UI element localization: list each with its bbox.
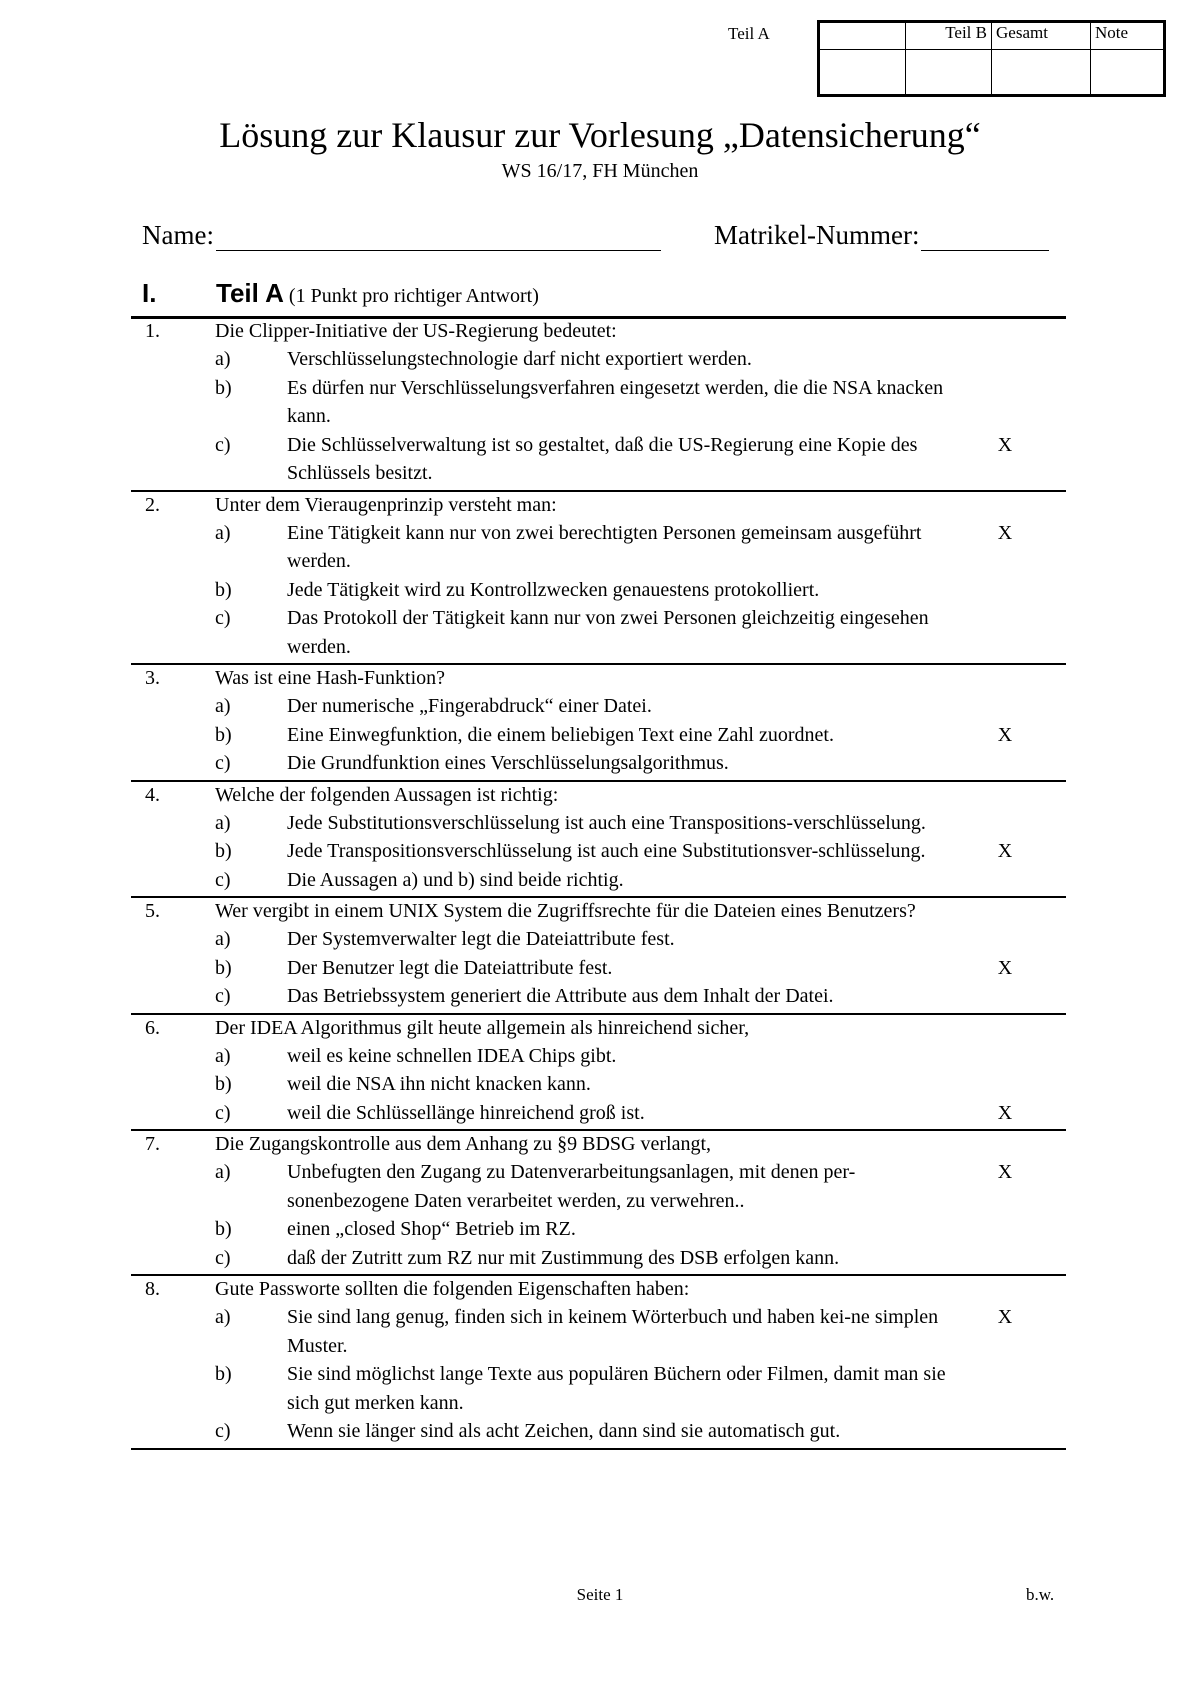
question-header xyxy=(131,1131,1066,1158)
answer-option xyxy=(131,576,1066,605)
option-text: Jede Substitutionsverschlüsselung ist auch eine Transpositions-verschlüsselung. xyxy=(287,811,926,834)
option-label: b) xyxy=(215,956,232,979)
question-header xyxy=(131,665,1066,692)
answer-mark xyxy=(975,866,1035,895)
option-text: daß der Zutritt zum RZ nur mit Zustimmung des DSB erfolgen kann. xyxy=(287,1246,840,1269)
question-7 xyxy=(131,1131,1066,1276)
option-indent xyxy=(131,954,215,983)
option-indent xyxy=(131,1215,215,1244)
option-indent xyxy=(131,374,215,431)
answer-option xyxy=(131,604,1066,661)
question-3 xyxy=(131,665,1066,782)
option-text: Sie sind lang genug, finden sich in keinem Wörterbuch und haben kei-ne simplen Muster. xyxy=(287,1306,939,1357)
score-header-teil-b: Teil B xyxy=(906,22,992,50)
option-indent xyxy=(131,576,215,605)
option-indent xyxy=(131,1244,215,1273)
answer-option xyxy=(131,431,1066,488)
question-number: 3. xyxy=(145,667,160,689)
name-field xyxy=(142,220,661,251)
page-number: Seite 1 xyxy=(576,1585,624,1604)
option-label: b) xyxy=(215,376,232,399)
question-text: Unter dem Vieraugenprinzip versteht man: xyxy=(215,493,557,516)
option-text: einen „closed Shop“ Betrieb im RZ. xyxy=(287,1218,576,1240)
option-text: Es dürfen nur Verschlüsselungsverfahren eingesetzt werden, die die NSA knacken kann. xyxy=(287,376,944,427)
question-4 xyxy=(131,782,1066,899)
option-text: Wenn sie länger sind als acht Zeichen, dann sind sie automatisch gut. xyxy=(287,1420,841,1442)
option-indent xyxy=(131,1303,215,1360)
question-header xyxy=(131,1015,1066,1042)
option-indent xyxy=(131,866,215,895)
answer-option xyxy=(131,866,1066,895)
option-label: a) xyxy=(215,928,231,950)
question-header xyxy=(131,898,1066,925)
answer-mark xyxy=(975,925,1035,954)
answer-mark xyxy=(975,604,1035,661)
option-indent xyxy=(131,345,215,374)
option-label: c) xyxy=(215,752,231,774)
option-label: a) xyxy=(215,1306,231,1328)
answer-option xyxy=(131,1417,1066,1446)
answer-option xyxy=(131,519,1066,576)
answer-option xyxy=(131,721,1066,750)
question-text: Was ist eine Hash-Funktion? xyxy=(215,667,446,689)
question-5 xyxy=(131,898,1066,1015)
answer-mark xyxy=(975,576,1035,605)
option-text: Der Benutzer legt die Dateiattribute fest. xyxy=(287,956,613,979)
question-text: Wer vergibt in einem UNIX System die Zugriffsrechte für die Dateien eines Benutzers? xyxy=(215,900,916,922)
option-text: Die Aussagen a) und b) sind beide richtig. xyxy=(287,868,624,891)
matrikel-line[interactable] xyxy=(921,223,1049,251)
answer-option xyxy=(131,954,1066,983)
option-text: Jede Tätigkeit wird zu Kontrollzwecken genauestens protokolliert. xyxy=(287,578,820,601)
option-label: a) xyxy=(215,695,231,717)
answer-mark: X xyxy=(997,1101,1013,1124)
option-label: a) xyxy=(215,1044,231,1067)
option-indent xyxy=(131,1070,215,1099)
score-header-gesamt: Gesamt xyxy=(992,22,1091,50)
option-label: c) xyxy=(215,433,231,456)
name-label: Name: xyxy=(142,220,214,250)
section-heading xyxy=(142,278,539,309)
option-label: a) xyxy=(215,348,231,370)
question-text: Der IDEA Algorithmus gilt heute allgemein als hinreichend sicher, xyxy=(215,1016,750,1039)
option-indent xyxy=(131,837,215,866)
option-text: Die Grundfunktion eines Verschlüsselungsalgorithmus. xyxy=(287,752,729,774)
option-indent xyxy=(131,431,215,488)
option-label: c) xyxy=(215,1420,231,1442)
answer-mark xyxy=(975,809,1035,838)
option-text: Die Schlüsselverwaltung ist so gestaltet, daß die US-Regierung eine Kopie des Schlüssels besitzt. xyxy=(287,433,918,484)
option-indent xyxy=(131,1099,215,1128)
option-text: weil die Schlüssellänge hinreichend groß ist. xyxy=(287,1101,645,1124)
question-text: Welche der folgenden Aussagen ist richtig: xyxy=(215,783,559,806)
option-text: Jede Transpositionsverschlüsselung ist auch eine Substitutionsver-schlüsselung. xyxy=(287,840,926,862)
score-box-label: Teil A xyxy=(728,24,770,43)
score-header-teil-a xyxy=(819,22,906,50)
option-label: b) xyxy=(215,1363,232,1385)
question-list xyxy=(131,318,1066,1450)
option-text: weil es keine schnellen IDEA Chips gibt. xyxy=(287,1044,617,1067)
score-box xyxy=(817,20,1166,97)
answer-option xyxy=(131,1158,1066,1215)
question-text: Die Zugangskontrolle aus dem Anhang zu §9 BDSG verlangt, xyxy=(215,1133,712,1155)
option-text: Der Systemverwalter legt die Dateiattribute fest. xyxy=(287,928,675,950)
question-header xyxy=(131,318,1066,345)
answer-mark: X xyxy=(997,1161,1013,1183)
answer-mark: X xyxy=(997,521,1013,544)
answer-option xyxy=(131,1215,1066,1244)
answer-mark: X xyxy=(997,433,1013,456)
answer-option xyxy=(131,982,1066,1011)
question-text: Die Clipper-Initiative der US-Regierung bedeutet: xyxy=(215,320,617,342)
question-text: Gute Passworte sollten die folgenden Eigenschaften haben: xyxy=(215,1278,690,1300)
option-label: c) xyxy=(215,985,231,1007)
question-number: 7. xyxy=(145,1133,160,1155)
score-box-header-row xyxy=(819,22,1165,50)
option-indent xyxy=(131,721,215,750)
answer-option xyxy=(131,809,1066,838)
score-cell-gesamt[interactable] xyxy=(992,50,1091,96)
section-number: I. xyxy=(142,278,157,308)
answer-option xyxy=(131,837,1066,866)
option-label: b) xyxy=(215,723,232,746)
answer-mark xyxy=(975,749,1035,778)
answer-mark: X xyxy=(997,1306,1013,1328)
option-label: b) xyxy=(215,578,232,601)
option-indent xyxy=(131,1417,215,1446)
name-line[interactable] xyxy=(216,223,661,251)
score-cell-teil-b[interactable] xyxy=(906,50,992,96)
question-number: 4. xyxy=(145,783,160,806)
option-label: a) xyxy=(215,1161,231,1183)
section-title: Teil A xyxy=(216,278,284,308)
option-indent xyxy=(131,1158,215,1215)
score-cell-teil-a[interactable] xyxy=(819,50,906,96)
question-8 xyxy=(131,1276,1066,1450)
question-6 xyxy=(131,1015,1066,1132)
question-header xyxy=(131,1276,1066,1303)
question-number: 5. xyxy=(145,900,160,922)
answer-mark xyxy=(975,1360,1035,1417)
option-text: Das Protokoll der Tätigkeit kann nur von zwei Personen gleichzeitig eingesehen werden. xyxy=(287,607,929,658)
option-indent xyxy=(131,925,215,954)
answer-option xyxy=(131,374,1066,431)
answer-option xyxy=(131,1042,1066,1071)
option-indent xyxy=(131,604,215,661)
option-text: Unbefugten den Zugang zu Datenverarbeitungsanlagen, mit denen per-sonenbezogene Daten verarbeitet werden, zu verwehren.. xyxy=(287,1161,856,1212)
option-text: Eine Tätigkeit kann nur von zwei berechtigten Personen gemeinsam ausgeführt werden. xyxy=(287,521,922,572)
option-label: b) xyxy=(215,840,232,862)
answer-mark xyxy=(975,345,1035,374)
option-indent xyxy=(131,749,215,778)
answer-mark xyxy=(975,1244,1035,1273)
page-subtitle: WS 16/17, FH München xyxy=(501,160,699,182)
question-1 xyxy=(131,318,1066,492)
answer-option xyxy=(131,1303,1066,1360)
option-label: a) xyxy=(215,521,231,544)
question-number: 8. xyxy=(145,1278,160,1300)
option-label: b) xyxy=(215,1218,232,1240)
option-text: Eine Einwegfunktion, die einem beliebigen Text eine Zahl zuordnet. xyxy=(287,723,834,746)
option-indent xyxy=(131,809,215,838)
page-title: Lösung zur Klausur zur Vorlesung „Datensicherung“ xyxy=(219,115,981,155)
option-indent xyxy=(131,519,215,576)
answer-mark xyxy=(975,374,1035,431)
answer-mark: X xyxy=(997,723,1013,746)
score-box-value-row xyxy=(819,50,1165,96)
option-label: c) xyxy=(215,868,231,891)
option-text: Sie sind möglichst lange Texte aus populären Büchern oder Filmen, damit man sie sich gut merken kann. xyxy=(287,1363,946,1414)
question-number: 6. xyxy=(145,1016,160,1039)
answer-mark: X xyxy=(997,956,1013,979)
answer-mark xyxy=(975,1417,1035,1446)
option-text: Verschlüsselungstechnologie darf nicht exportiert werden. xyxy=(287,348,752,370)
answer-option xyxy=(131,925,1066,954)
answer-option xyxy=(131,1070,1066,1099)
answer-mark xyxy=(975,692,1035,721)
answer-mark xyxy=(975,1042,1035,1071)
option-indent xyxy=(131,692,215,721)
option-indent xyxy=(131,1360,215,1417)
answer-option xyxy=(131,1244,1066,1273)
score-cell-note[interactable] xyxy=(1091,50,1165,96)
option-label: a) xyxy=(215,811,231,834)
matrikel-label: Matrikel-Nummer: xyxy=(714,220,920,250)
matrikel-field xyxy=(714,220,1049,251)
question-2 xyxy=(131,492,1066,666)
answer-mark xyxy=(975,1070,1035,1099)
question-header xyxy=(131,492,1066,519)
option-text: Das Betriebssystem generiert die Attribute aus dem Inhalt der Datei. xyxy=(287,985,834,1007)
answer-option xyxy=(131,1099,1066,1128)
answer-option xyxy=(131,749,1066,778)
question-number: 1. xyxy=(145,320,160,342)
question-number: 2. xyxy=(145,493,160,516)
option-label: b) xyxy=(215,1073,232,1095)
score-header-note: Note xyxy=(1091,22,1165,50)
option-text: Der numerische „Fingerabdruck“ einer Datei. xyxy=(287,695,652,717)
answer-option xyxy=(131,692,1066,721)
answer-mark xyxy=(975,982,1035,1011)
continue-note: b.w. xyxy=(1026,1585,1055,1604)
answer-mark: X xyxy=(997,840,1013,862)
question-header xyxy=(131,782,1066,809)
section-note: (1 Punkt pro richtiger Antwort) xyxy=(288,285,539,307)
option-indent xyxy=(131,1042,215,1071)
option-indent xyxy=(131,982,215,1011)
option-label: c) xyxy=(215,1246,231,1269)
answer-option xyxy=(131,345,1066,374)
answer-option xyxy=(131,1360,1066,1417)
option-text: weil die NSA ihn nicht knacken kann. xyxy=(287,1073,591,1095)
option-label: c) xyxy=(215,1101,231,1124)
option-label: c) xyxy=(215,607,231,629)
answer-mark xyxy=(975,1215,1035,1244)
